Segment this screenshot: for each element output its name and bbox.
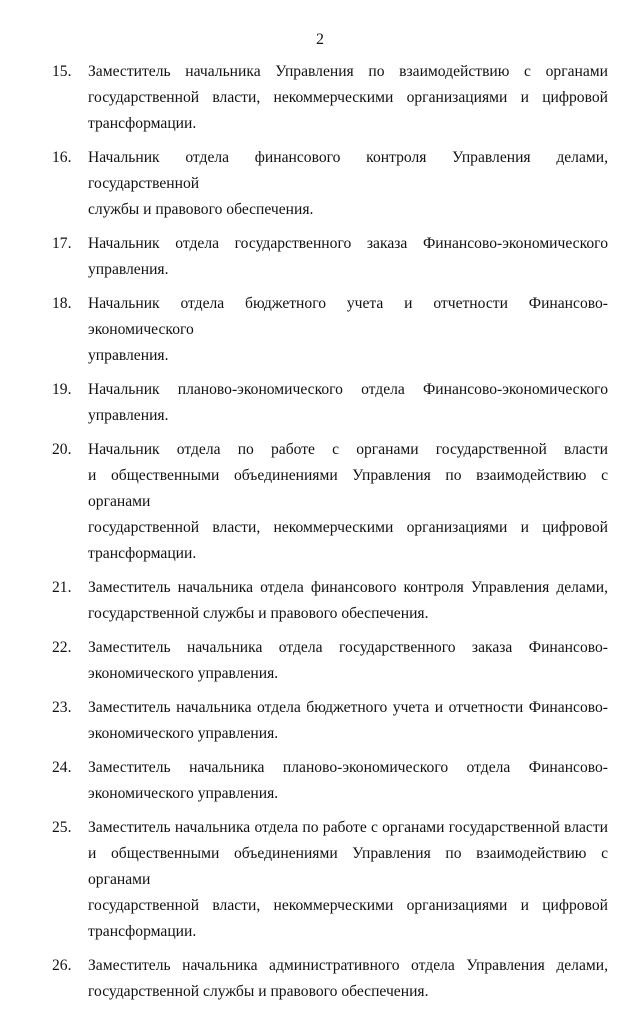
list-item [52,953,608,1005]
item-text-line: Начальник отдела по работе с органами государственной власти [88,441,608,458]
item-number: 23. [52,699,72,716]
list-item [52,437,608,567]
item-text-line: государственной власти, некоммерческими организациями и цифровой [88,897,608,914]
item-number: 25. [52,819,72,836]
list-item [52,815,608,945]
item-text-line: Заместитель начальника отдела по работе с органами государственной власти [88,819,608,836]
item-text-line: государственной службы и правового обеспечения. [88,605,429,622]
list-item [52,635,608,687]
item-text-line: экономического управления. [88,785,279,802]
item-text-line: государственной власти, некоммерческими организациями и цифровой [88,519,608,536]
list-item [52,695,608,747]
positions-list [52,59,608,1013]
list-item [52,755,608,807]
item-text-line: трансформации. [88,545,197,562]
item-number: 15. [52,63,72,80]
item-number: 16. [52,149,72,166]
item-text-line: службы и правового обеспечения. [88,201,314,218]
item-text-line: управления. [88,407,169,424]
item-text-line: экономического управления. [88,665,279,682]
item-text-line: и общественными объединениями Управления по взаимодействию с органами [88,467,608,510]
item-text-line: Заместитель начальника Управления по взаимодействию с органами [88,63,608,80]
item-text-line: Заместитель начальника отдела бюджетного учета и отчетности Финансово- [88,699,608,716]
item-text-line: государственной службы и правового обеспечения. [88,983,429,1000]
item-text-line: Заместитель начальника отдела государственного заказа Финансово- [88,639,608,656]
list-item [52,59,608,137]
item-text-line: трансформации. [88,115,197,132]
item-text-line: управления. [88,261,169,278]
list-item [52,377,608,429]
item-number: 20. [52,441,72,458]
item-text-line: экономического управления. [88,725,279,742]
item-text-line: Начальник отдела финансового контроля Управления делами, государственной [88,149,608,192]
item-text-line: Заместитель начальника отдела финансового контроля Управления делами, [88,579,608,596]
list-item [52,145,608,223]
page-number: 2 [316,31,324,48]
item-text-line: трансформации. [88,923,197,940]
item-text-line: Заместитель начальника планово-экономического отдела Финансово- [88,759,608,776]
list-item [52,575,608,627]
item-text-line: Начальник отдела бюджетного учета и отчетности Финансово-экономического [88,295,608,338]
item-text-line: Начальник планово-экономического отдела Финансово-экономического [88,381,608,398]
list-item [52,231,608,283]
item-text-line: и общественными объединениями Управления по взаимодействию с органами [88,845,608,888]
list-item [52,291,608,369]
item-text-line: государственной власти, некоммерческими организациями и цифровой [88,89,608,106]
item-number: 24. [52,759,72,776]
item-text-line: управления. [88,347,169,364]
item-number: 19. [52,381,72,398]
item-number: 22. [52,639,72,656]
item-number: 21. [52,579,72,596]
item-number: 17. [52,235,72,252]
item-number: 18. [52,295,72,312]
item-text-line: Заместитель начальника административного отдела Управления делами, [88,957,608,974]
item-text-line: Начальник отдела государственного заказа Финансово-экономического [88,235,608,252]
item-number: 26. [52,957,72,974]
